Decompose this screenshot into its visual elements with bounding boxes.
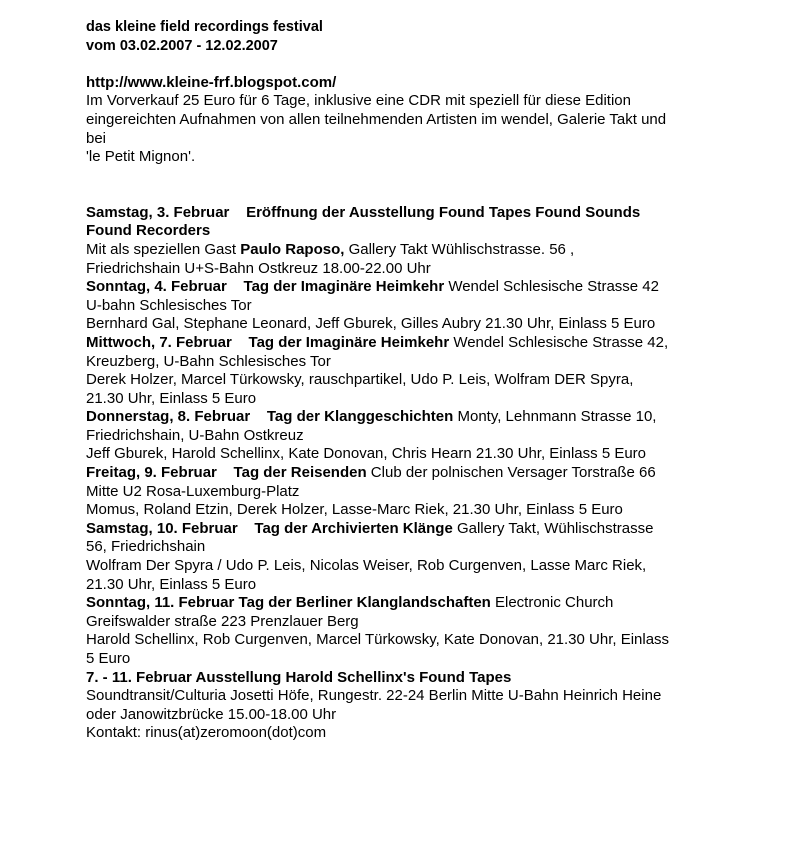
event-title: Tag der Archivierten Klänge — [254, 519, 453, 537]
event-title: Tag der Imaginäre Heimkehr — [248, 333, 450, 351]
festival-url: http://www.kleine-frf.blogspot.com/ — [86, 73, 337, 91]
event-venue-cont: Mitte U2 Rosa-Luxemburg-Platz — [86, 482, 300, 500]
exhibition-block — [86, 669, 726, 725]
event-title: Tag der Klanggeschichten — [266, 408, 454, 426]
event-venue: Electronic Church — [490, 594, 614, 612]
festival-dates: vom 03.02.2007 - 12.02.2007 — [86, 37, 278, 54]
event-artists: Jeff Gburek, Harold Schellinx, Kate Donovan, Chris Hearn 21.30 Uhr, Einlass 5 Euro — [86, 445, 647, 463]
event-artists: Derek Holzer, Marcel Türkowsky, rauschpartikel, Udo P. Leis, Wolfram DER Spyra, — [86, 371, 634, 389]
festival-title: das kleine field recordings festival — [86, 19, 323, 35]
event-block — [86, 204, 726, 278]
event-block — [86, 278, 726, 334]
event-venue: Gallery Takt, Wühlischstrasse — [452, 519, 654, 537]
event-artists-cont: 21.30 Uhr, Einlass 5 Euro — [86, 575, 257, 593]
event-venue: Monty, Lehnmann Strasse 10, — [453, 408, 657, 426]
event-title: Eröffnung der Ausstellung Found Tapes Found Sounds — [246, 203, 641, 221]
event-venue: Gallery Takt Wühlischstrasse. 56 , — [344, 240, 575, 258]
event-guest-prefix: Mit als speziellen Gast — [86, 240, 241, 258]
event-day: Samstag, 3. Februar — [86, 203, 230, 221]
event-day: Samstag, 10. Februar — [86, 519, 238, 537]
contact-line: Kontakt: rinus(at)zeromoon(dot)com — [86, 724, 327, 742]
event-venue-cont: 56, Friedrichshain — [86, 538, 206, 556]
event-title-cont: Found Recorders — [86, 222, 211, 240]
document-body — [86, 18, 726, 743]
event-artists: Bernhard Gal, Stephane Leonard, Jeff Gburek, Gilles Aubry 21.30 Uhr, Einlass 5 Euro — [86, 315, 656, 333]
event-block — [86, 334, 726, 408]
event-day: Sonntag, 11. Februar — [86, 594, 235, 612]
event-venue-cont: Friedrichshain, U-Bahn Ostkreuz — [86, 426, 304, 444]
event-artists: Momus, Roland Etzin, Derek Holzer, Lasse-Marc Riek, 21.30 Uhr, Einlass 5 Euro — [86, 501, 623, 519]
event-day: Donnerstag, 8. Februar — [86, 408, 251, 426]
exhibition-venue-cont: oder Janowitzbrücke 15.00-18.00 Uhr — [86, 705, 337, 723]
event-block — [86, 408, 726, 464]
spacer — [86, 167, 726, 204]
exhibition-title: 7. - 11. Februar Ausstellung Harold Schellinx's Found Tapes — [86, 668, 512, 686]
event-venue: Club der polnischen Versager Torstraße 66 — [366, 464, 656, 482]
event-venue-cont: U-bahn Schlesisches Tor — [86, 296, 252, 314]
event-artists: Wolfram Der Spyra / Udo P. Leis, Nicolas Weiser, Rob Curgenven, Lasse Marc Riek, — [86, 557, 647, 575]
event-block — [86, 594, 726, 668]
event-day: Sonntag, 4. Februar — [86, 278, 227, 296]
event-day: Mittwoch, 7. Februar — [86, 333, 232, 351]
event-guest: Paulo Raposo, — [240, 240, 345, 258]
event-artists-cont: 21.30 Uhr, Einlass 5 Euro — [86, 389, 257, 407]
event-day: Freitag, 9. Februar — [86, 464, 217, 482]
event-venue: Wendel Schlesische Strasse 42 — [444, 278, 659, 296]
event-block — [86, 464, 726, 520]
event-title: Tag der Reisenden — [233, 464, 367, 482]
exhibition-venue: Soundtransit/Culturia Josetti Höfe, Rungestr. 22-24 Berlin Mitte U-Bahn Heinrich Heine — [86, 687, 662, 705]
event-title: Tag der Imaginäre Heimkehr — [243, 278, 445, 296]
intro-line: 'le Petit Mignon'. — [86, 148, 196, 166]
event-venue: Wendel Schlesische Strasse 42, — [449, 333, 669, 351]
intro-line: eingereichten Aufnahmen von allen teilnehmenden Artisten im wendel, Galerie Takt und — [86, 110, 667, 128]
event-venue-cont: Greifswalder straße 223 Prenzlauer Berg — [86, 612, 359, 630]
event-venue-cont: Friedrichshain U+S-Bahn Ostkreuz 18.00-22.00 Uhr — [86, 259, 431, 277]
intro-line: Im Vorverkauf 25 Euro für 6 Tage, inklusive eine CDR mit speziell für diese Edition — [86, 92, 631, 110]
event-block — [86, 520, 726, 594]
spacer — [86, 55, 726, 74]
event-title: Tag der Berliner Klanglandschaften — [238, 594, 491, 612]
event-artists: Harold Schellinx, Rob Curgenven, Marcel Türkowsky, Kate Donovan, 21.30 Uhr, Einlass — [86, 631, 670, 649]
intro-line: bei — [86, 129, 107, 147]
event-venue-cont: Kreuzberg, U-Bahn Schlesisches Tor — [86, 352, 331, 370]
event-artists-cont: 5 Euro — [86, 650, 131, 667]
